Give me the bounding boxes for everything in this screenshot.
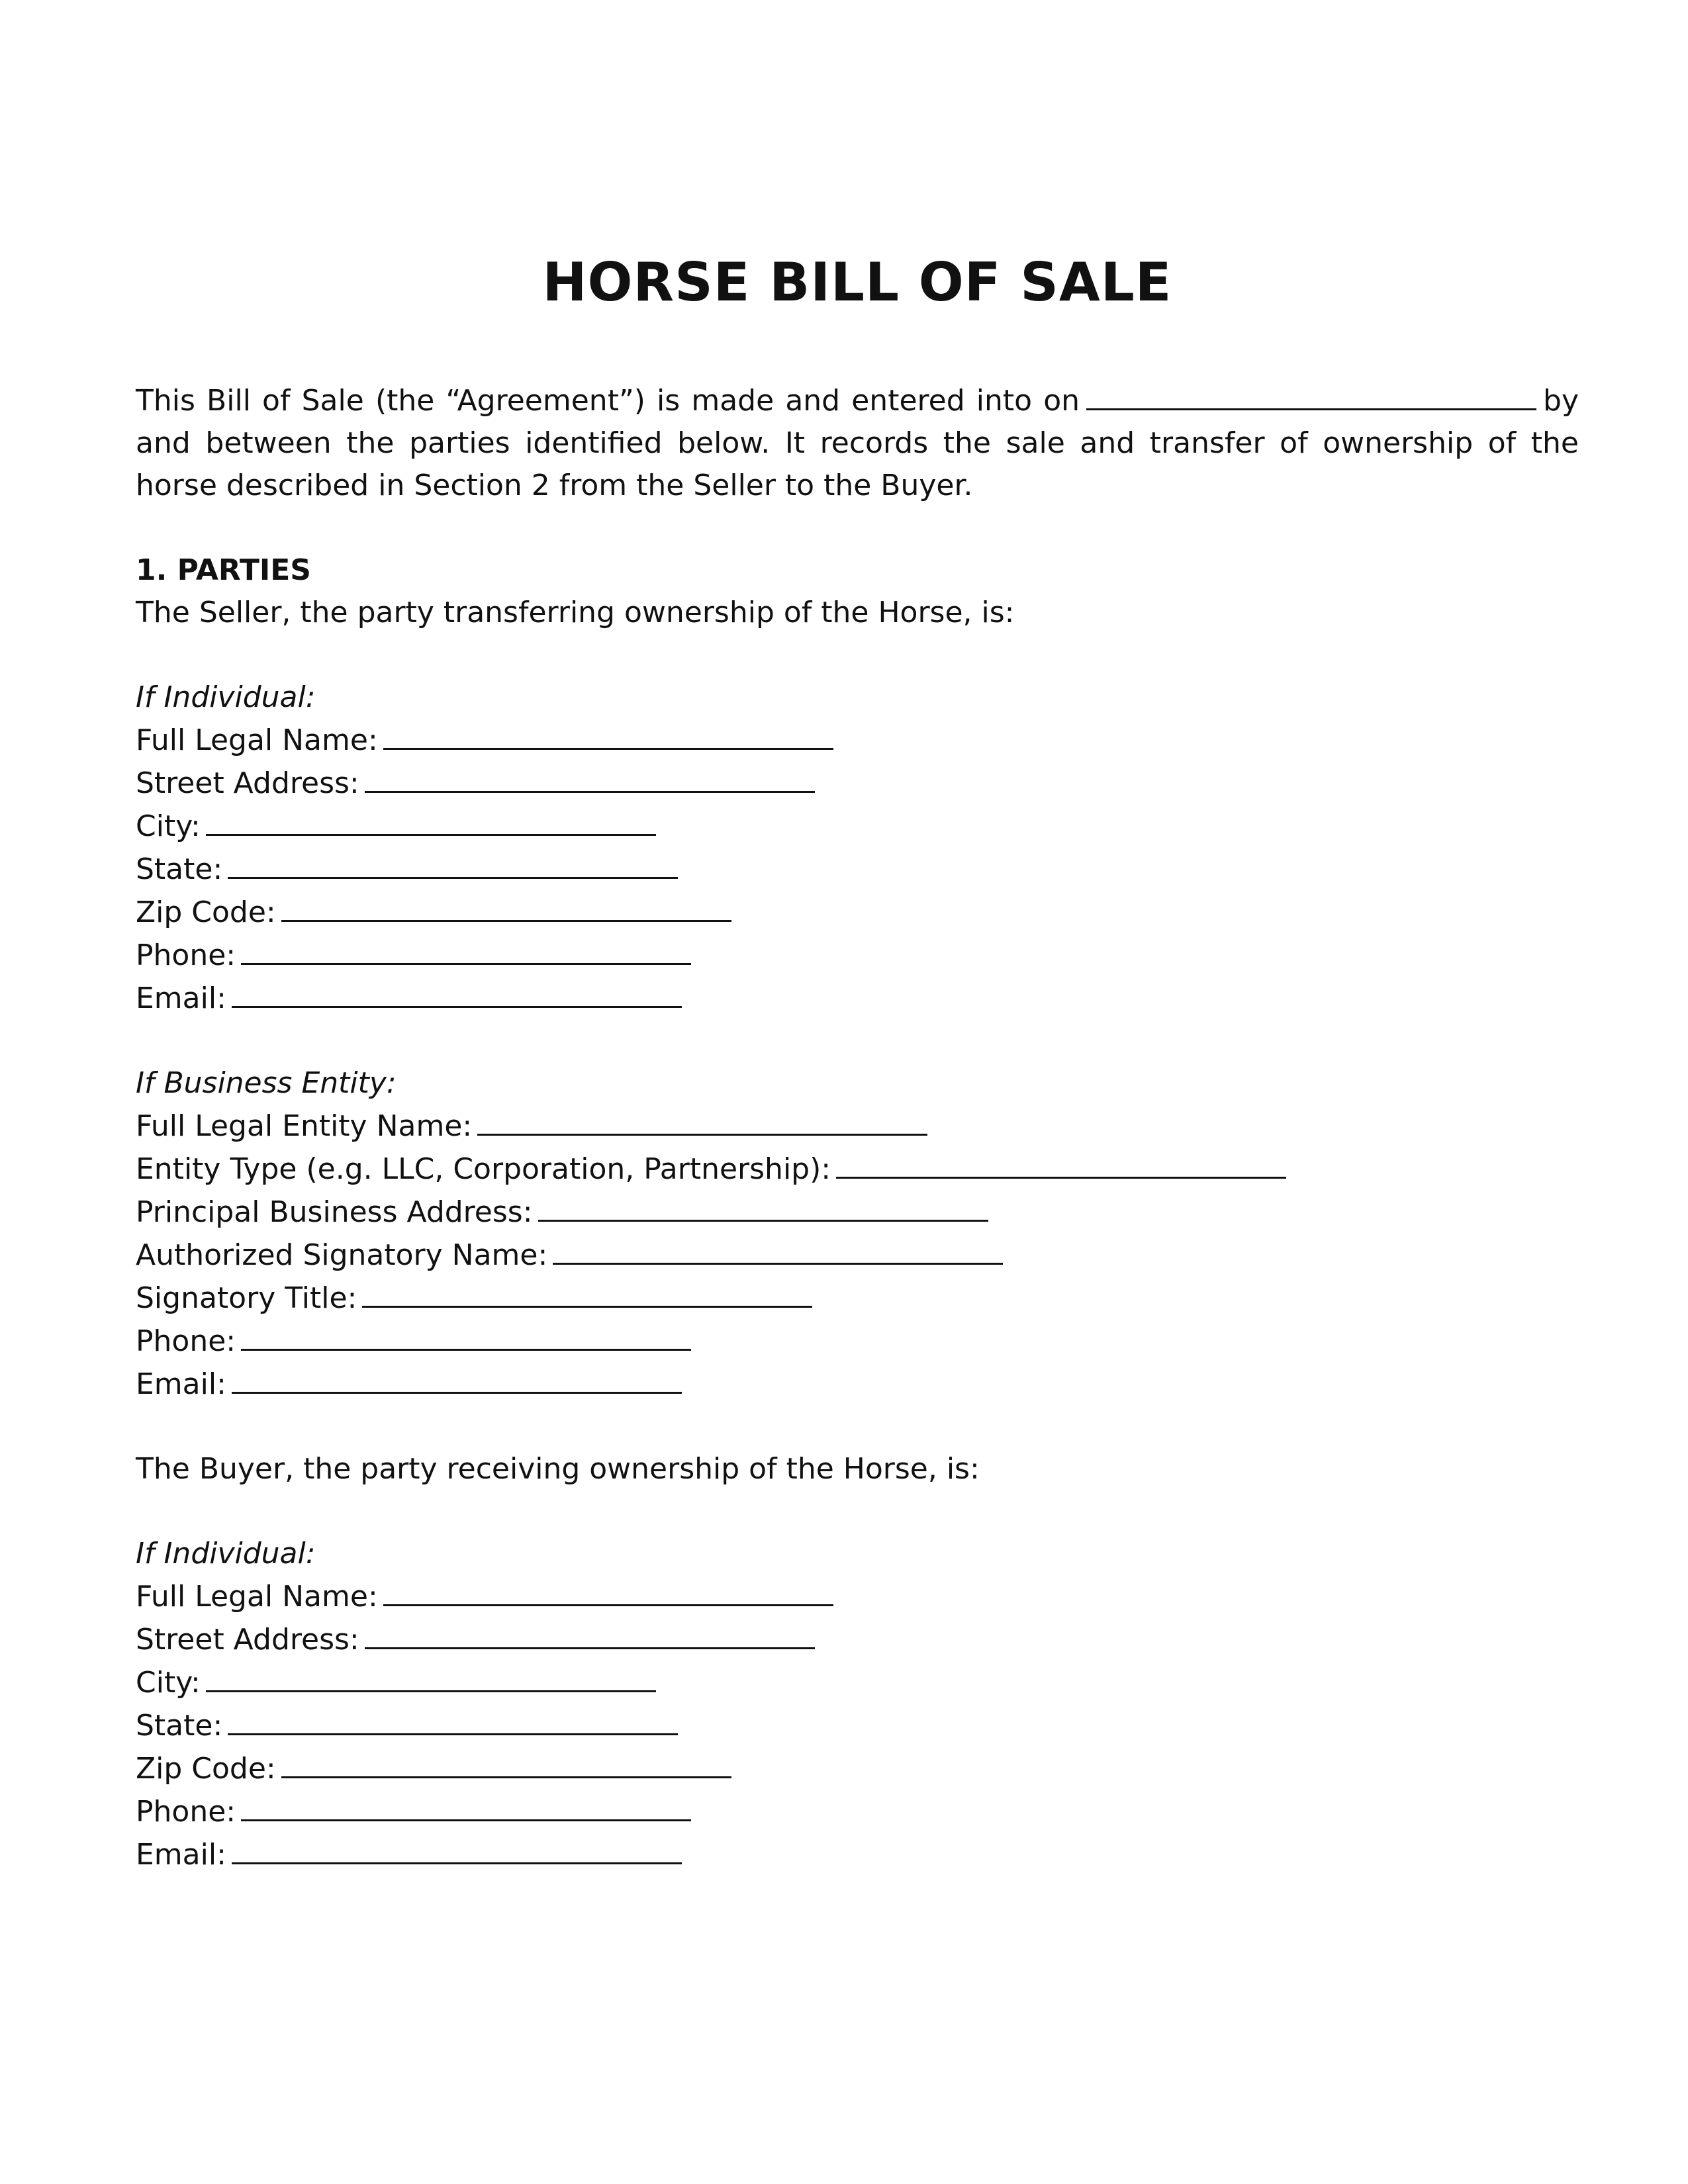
field-label: Full Legal Name:	[136, 723, 378, 757]
form-field	[136, 977, 1592, 1020]
buyer-individual-label: If Individual:	[136, 1537, 316, 1570]
field-label: Authorized Signatory Name:	[136, 1238, 548, 1272]
field-blank[interactable]	[836, 1148, 1286, 1179]
field-blank[interactable]	[383, 1575, 833, 1606]
seller-business-label: If Business Entity:	[136, 1066, 397, 1100]
field-label: City:	[136, 1666, 201, 1700]
field-blank[interactable]	[365, 1618, 815, 1649]
field-blank[interactable]	[228, 848, 678, 879]
form-field	[136, 805, 1592, 848]
form-field	[136, 1790, 1592, 1833]
document-page	[136, 251, 1592, 1876]
form-field	[136, 891, 1592, 934]
spacer	[136, 634, 1592, 676]
form-field	[136, 848, 1592, 891]
spacer	[136, 1490, 1592, 1533]
form-field	[136, 1747, 1592, 1790]
section-heading-parties: 1. PARTIES	[136, 553, 311, 587]
intro-text-start: This Bill of Sale (the “Agreement”) is made and entered into on	[136, 384, 1080, 418]
field-blank[interactable]	[365, 762, 815, 793]
field-blank[interactable]	[206, 1661, 656, 1692]
spacer	[136, 1406, 1592, 1448]
form-field	[136, 1148, 1592, 1191]
field-label: Email:	[136, 1838, 226, 1872]
buyer-intro: The Buyer, the party receiving ownership of the Horse, is:	[136, 1452, 980, 1486]
form-field	[136, 1320, 1592, 1363]
field-label: Zip Code:	[136, 1752, 276, 1786]
form-field	[136, 1191, 1592, 1234]
field-label: Principal Business Address:	[136, 1195, 533, 1229]
field-label: Full Legal Entity Name:	[136, 1109, 473, 1143]
field-label: Street Address:	[136, 766, 359, 800]
form-field	[136, 1105, 1592, 1148]
form-field	[136, 934, 1592, 977]
field-label: City:	[136, 809, 201, 843]
form-field	[136, 719, 1592, 762]
field-blank[interactable]	[241, 934, 691, 965]
field-blank[interactable]	[362, 1277, 812, 1308]
field-label: Email:	[136, 1367, 226, 1401]
field-blank[interactable]	[232, 1833, 682, 1864]
form-field	[136, 1704, 1592, 1747]
spacer	[136, 1020, 1592, 1062]
field-blank[interactable]	[241, 1790, 691, 1821]
form-field	[136, 1234, 1592, 1277]
field-label: Signatory Title:	[136, 1281, 357, 1315]
form-field	[136, 762, 1592, 805]
field-blank[interactable]	[281, 891, 731, 922]
agreement-date-blank[interactable]	[1086, 379, 1536, 410]
form-field	[136, 1833, 1592, 1876]
intro-text-end: by and between the parties identified below. It records the sale and transfer of ownership of the horse described in Section 2 from the Seller to the Buyer.	[136, 384, 1579, 502]
form-field	[136, 1363, 1592, 1406]
field-blank[interactable]	[538, 1191, 988, 1222]
field-blank[interactable]	[232, 1363, 682, 1394]
field-label: State:	[136, 852, 223, 886]
field-label: Full Legal Name:	[136, 1580, 378, 1614]
field-blank[interactable]	[281, 1747, 731, 1778]
field-blank[interactable]	[383, 719, 833, 750]
field-label: Entity Type (e.g. LLC, Corporation, Partnership):	[136, 1152, 831, 1186]
field-blank[interactable]	[241, 1320, 691, 1351]
intro-paragraph	[136, 379, 1579, 507]
document-title: HORSE BILL OF SALE	[542, 251, 1172, 313]
seller-intro: The Seller, the party transferring ownership of the Horse, is:	[136, 596, 1015, 629]
seller-individual-label: If Individual:	[136, 680, 316, 714]
form-field	[136, 1277, 1592, 1320]
form-field	[136, 1661, 1592, 1704]
form-field	[136, 1575, 1592, 1618]
field-label: Phone:	[136, 1795, 236, 1829]
field-blank[interactable]	[477, 1105, 927, 1136]
field-blank[interactable]	[232, 977, 682, 1008]
field-blank[interactable]	[553, 1234, 1003, 1265]
field-label: Email:	[136, 981, 226, 1015]
field-blank[interactable]	[206, 805, 656, 836]
field-label: Street Address:	[136, 1623, 359, 1657]
form-field	[136, 1618, 1592, 1661]
field-label: Phone:	[136, 938, 236, 972]
field-blank[interactable]	[228, 1704, 678, 1735]
field-label: Zip Code:	[136, 895, 276, 929]
field-label: Phone:	[136, 1324, 236, 1358]
field-label: State:	[136, 1709, 223, 1743]
